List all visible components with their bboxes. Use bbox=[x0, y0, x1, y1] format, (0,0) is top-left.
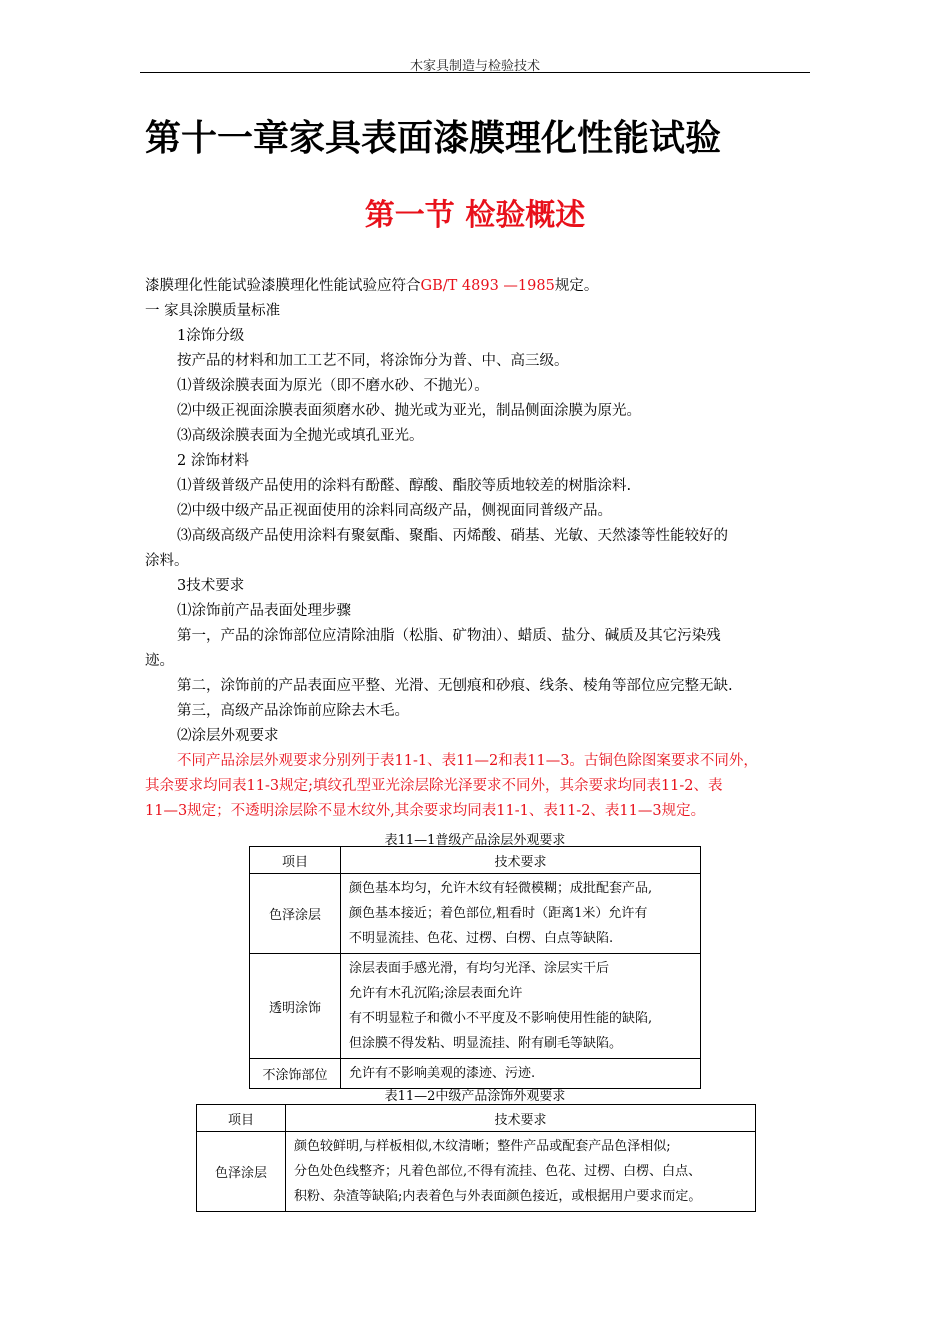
table1-header-item: 项目 bbox=[250, 847, 341, 874]
list-item: ⑶高级高级产品使用涂料有聚氨酯、聚酯、丙烯酸、硝基、光敏、天然漆等性能较好的 bbox=[177, 528, 728, 544]
subheading-grading: 1涂饰分级 bbox=[177, 328, 245, 344]
req-line: 分色处色线整齐；凡着色部位,不得有流挂、色花、过楞、白楞、白点、 bbox=[294, 1164, 702, 1179]
req-line: 但涂膜不得发粘、明显流挂、附有刷毛等缺陷。 bbox=[349, 1036, 623, 1051]
table2-caption: 表11—2中级产品涂饰外观要求 bbox=[384, 1089, 566, 1104]
table-cell-req bbox=[286, 1132, 756, 1212]
subheading-requirements: 3技术要求 bbox=[177, 578, 245, 594]
table-cell-req bbox=[341, 954, 701, 1059]
req-line: 颜色基本均匀，允许木纹有轻微模糊；成批配套产品, bbox=[349, 881, 653, 896]
table1 bbox=[249, 846, 701, 1089]
req-line: 颜色基本接近；着色部位,粗看时（距离1米）允许有 bbox=[349, 906, 648, 921]
req-line: 有不明显粒子和微小不平度及不影响使用性能的缺陷, bbox=[349, 1011, 653, 1026]
table-row bbox=[250, 874, 701, 954]
req-line: 不明显流挂、色花、过楞、白楞、白点等缺陷. bbox=[349, 931, 614, 946]
intro-text: 漆膜理化性能试验漆膜理化性能试验应符合 bbox=[145, 278, 421, 294]
table-row bbox=[250, 1059, 701, 1089]
table-cell-item: 色泽涂层 bbox=[250, 874, 341, 954]
table-cell-item: 透明涂饰 bbox=[250, 954, 341, 1059]
paragraph-continuation: 迹。 bbox=[145, 653, 174, 669]
list-item: ⑶高级涂膜表面为全抛光或填孔亚光。 bbox=[177, 428, 424, 444]
table-cell-item: 不涂饰部位 bbox=[250, 1059, 341, 1089]
subheading-materials: 2 涂饰材料 bbox=[177, 453, 249, 469]
list-item: ⑵涂层外观要求 bbox=[177, 728, 279, 744]
list-item: ⑵中级中级产品正视面使用的涂料同高级产品，侧视面同普级产品。 bbox=[177, 503, 612, 519]
intro-tail: 规定。 bbox=[554, 278, 599, 294]
list-item-continuation: 涂料。 bbox=[145, 553, 189, 569]
table1-header-req: 技术要求 bbox=[341, 847, 701, 874]
red-paragraph: 其余要求均同表11-3规定;填纹孔型亚光涂层除光泽要求不同外，其余要求均同表11-2、表 bbox=[145, 778, 723, 794]
body-text bbox=[145, 274, 820, 824]
standard-reference: GB/T 4893 —1985 bbox=[420, 278, 555, 294]
paragraph: 第二，涂饰前的产品表面应平整、光滑、无刨痕和砂痕、线条、棱角等部位应完整无缺. bbox=[177, 678, 733, 694]
heading-quality-standard: 一 家具涂膜质量标准 bbox=[145, 303, 281, 319]
table-cell-req bbox=[341, 874, 701, 954]
list-item: ⑴普级普级产品使用的涂料有酚醛、醇酸、酯胶等质地较差的树脂涂料. bbox=[177, 478, 632, 494]
table-row bbox=[197, 1132, 756, 1212]
table1-caption: 表11—1普级产品涂层外观要求 bbox=[384, 833, 566, 848]
running-header: 木家具制造与检验技术 bbox=[409, 59, 540, 74]
section-title: 第一节 检验概述 bbox=[364, 198, 586, 233]
paragraph: 第三，高级产品涂饰前应除去木毛。 bbox=[177, 703, 409, 719]
red-paragraph: 11—3规定；不透明涂层除不显木纹外,其余要求均同表11-1、表11-2、表11—3规定。 bbox=[145, 803, 706, 819]
list-item: ⑴涂饰前产品表面处理步骤 bbox=[177, 603, 351, 619]
table-row bbox=[250, 954, 701, 1059]
intro-paragraph bbox=[145, 274, 820, 299]
paragraph: 第一，产品的涂饰部位应清除油脂（松脂、矿物油）、蜡质、盐分、碱质及其它污染残 bbox=[177, 628, 721, 644]
table-cell-item: 色泽涂层 bbox=[197, 1132, 286, 1212]
table2 bbox=[196, 1104, 756, 1212]
list-item: ⑴普级涂膜表面为原光（即不磨水砂、不抛光）。 bbox=[177, 378, 489, 394]
list-item: ⑵中级正视面涂膜表面须磨水砂、抛光或为亚光，制品侧面涂膜为原光。 bbox=[177, 403, 641, 419]
req-line: 允许有木孔沉陷;涂层表面允许 bbox=[349, 986, 523, 1001]
req-line: 颜色较鲜明,与样板相似,木纹清晰；整件产品或配套产品色泽相似; bbox=[294, 1139, 671, 1154]
req-line: 积粉、杂渣等缺陷;内表着色与外表面颜色接近，或根据用户要求而定。 bbox=[294, 1189, 702, 1204]
chapter-title: 第十一章家具表面漆膜理化性能试验 bbox=[145, 118, 722, 159]
table-cell-req bbox=[341, 1059, 701, 1089]
red-paragraph: 不同产品涂层外观要求分别列于表11-1、表11—2和表11—3。古铜色除图案要求不同外， bbox=[177, 753, 758, 769]
header-rule bbox=[140, 72, 810, 73]
table2-header-req: 技术要求 bbox=[286, 1105, 756, 1132]
table2-header-item: 项目 bbox=[197, 1105, 286, 1132]
req-line: 涂层表面手感光滑，有均匀光泽、涂层实干后 bbox=[349, 961, 610, 976]
req-line: 允许有不影响美观的漆迹、污迹. bbox=[349, 1066, 536, 1081]
paragraph: 按产品的材料和加工工艺不同，将涂饰分为普、中、高三级。 bbox=[177, 353, 569, 369]
